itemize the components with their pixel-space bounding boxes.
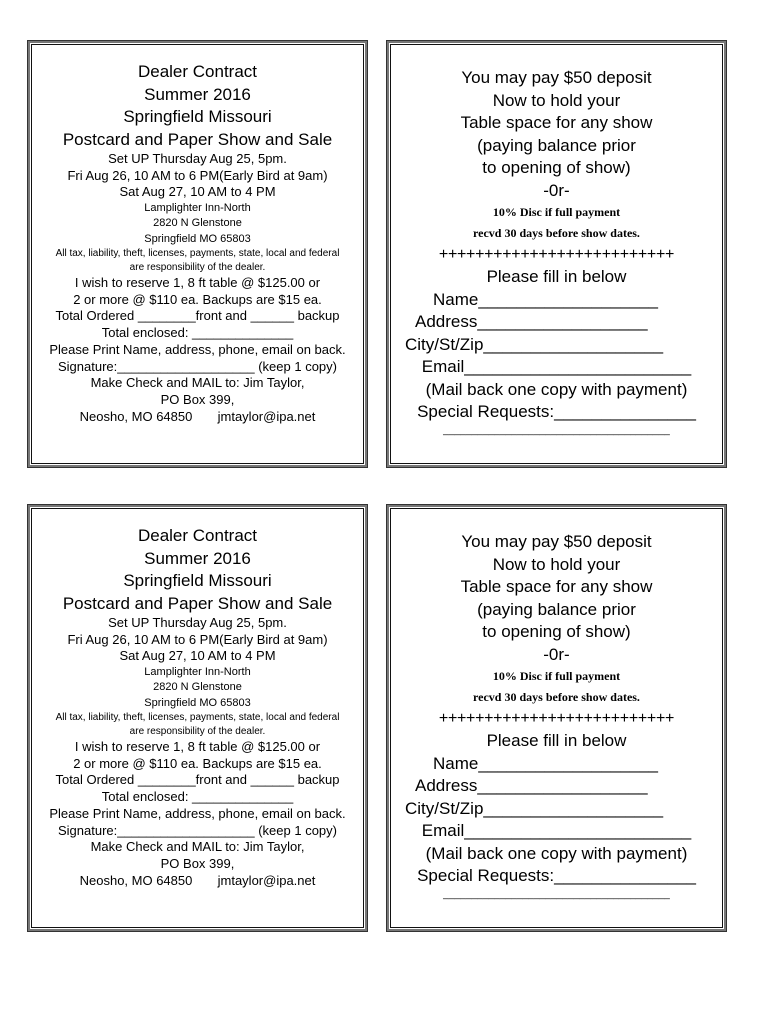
contract-tax-notice: All tax, liability, theft, licenses, payments, state, local and federal (55, 248, 340, 259)
contract-venue: Lamplighter Inn-North (144, 202, 251, 215)
contract-city: Springfield Missouri (123, 571, 272, 590)
special-requests-extra-line: ________________________________________ (443, 888, 670, 900)
contract-tax-notice-cont: are responsibility of the dealer. (129, 262, 266, 273)
city-field: City/St/Zip___________________ (405, 798, 664, 818)
contract-pricing: 2 or more @ $110 ea. Backups are $15 ea. (73, 755, 322, 771)
contract-street: 2820 N Glenstone (153, 217, 242, 230)
contract-address-email: Neosho, MO 64850 jmtaylor@ipa.net (79, 408, 316, 424)
discount-terms-line: recvd 30 days before show dates. (473, 226, 640, 240)
plus-divider: ++++++++++++++++++++++++++ (438, 710, 675, 727)
contract-total-enclosed: Total enclosed: ______________ (101, 789, 294, 805)
order-form-card-top (390, 44, 723, 464)
address-field: Address__________________ (415, 776, 648, 795)
contract-city: Springfield Missouri (123, 107, 272, 126)
contract-signature: Signature:___________________ (keep 1 copy) (57, 358, 337, 374)
contract-signature: Signature:___________________ (keep 1 copy) (57, 822, 337, 838)
contract-season: Summer 2016 (144, 548, 251, 568)
fill-in-heading: Please fill in below (486, 267, 627, 286)
contract-mail-to: Make Check and MAIL to: Jim Taylor, (90, 839, 305, 855)
contract-tax-notice: All tax, liability, theft, licenses, payments, state, local and federal (55, 712, 340, 723)
balance-line: (paying balance prior (477, 599, 636, 619)
contract-venue: Lamplighter Inn-North (144, 666, 251, 679)
contract-setup: Set UP Thursday Aug 25, 5pm. (108, 615, 287, 630)
contract-season: Summer 2016 (144, 84, 251, 104)
dealer-contract-card-top (31, 44, 364, 464)
contract-city-zip: Springfield MO 65803 (144, 696, 251, 709)
opening-line: to opening of show) (482, 622, 631, 641)
contract-friday: Fri Aug 26, 10 AM to 6 PM(Early Bird at 9am) (67, 631, 328, 647)
contract-print-note: Please Print Name, address, phone, email on back. (49, 341, 346, 357)
contract-print-note: Please Print Name, address, phone, email on back. (49, 805, 346, 821)
contract-saturday: Sat Aug 27, 10 AM to 4 PM (119, 184, 276, 200)
email-field: Email________________________ (421, 821, 692, 840)
contract-reserve: I wish to reserve 1, 8 ft table @ $125.00 or (74, 739, 321, 754)
special-requests-extra-line: ________________________________________ (443, 424, 670, 436)
contract-tax-notice-cont: are responsibility of the dealer. (129, 726, 266, 737)
contract-reserve: I wish to reserve 1, 8 ft table @ $125.00 or (74, 275, 321, 290)
fill-in-heading: Please fill in below (486, 731, 627, 750)
discount-line: 10% Disc if full payment (492, 205, 621, 219)
contract-street: 2820 N Glenstone (153, 681, 242, 694)
name-field: Name___________________ (433, 753, 658, 773)
contract-pricing: 2 or more @ $110 ea. Backups are $15 ea. (73, 291, 322, 307)
address-field: Address__________________ (415, 312, 648, 331)
contract-show-name: Postcard and Paper Show and Sale (62, 593, 333, 613)
city-field: City/St/Zip___________________ (405, 334, 664, 354)
contract-title: Dealer Contract (137, 526, 258, 545)
hold-line: Now to hold your (492, 90, 621, 110)
mail-back-note: (Mail back one copy with payment) (425, 379, 688, 399)
contract-city-zip: Springfield MO 65803 (144, 232, 251, 245)
contract-friday: Fri Aug 26, 10 AM to 6 PM(Early Bird at 9am) (67, 167, 328, 183)
name-field: Name___________________ (433, 289, 658, 309)
deposit-line: You may pay $50 deposit (461, 532, 652, 551)
contract-setup: Set UP Thursday Aug 25, 5pm. (108, 151, 287, 166)
order-form-text (391, 67, 722, 437)
contract-show-name: Postcard and Paper Show and Sale (62, 129, 333, 149)
table-space-line: Table space for any show (460, 577, 653, 596)
or-line: -0r- (543, 180, 570, 200)
plus-divider: ++++++++++++++++++++++++++ (438, 246, 675, 263)
contract-text (32, 61, 363, 425)
special-requests-field: Special Requests:_______________ (417, 402, 696, 421)
contract-title: Dealer Contract (137, 62, 258, 81)
opening-line: to opening of show) (482, 158, 631, 177)
contract-address-email: Neosho, MO 64850 jmtaylor@ipa.net (79, 872, 316, 888)
contract-mail-to: Make Check and MAIL to: Jim Taylor, (90, 375, 305, 391)
contract-total-ordered: Total Ordered ________front and ______ backup (55, 772, 340, 788)
contract-po-box: PO Box 399, (160, 855, 235, 871)
balance-line: (paying balance prior (477, 135, 636, 155)
email-field: Email________________________ (421, 357, 692, 376)
order-form-card-bottom (390, 508, 723, 928)
hold-line: Now to hold your (492, 554, 621, 574)
order-form-text (391, 531, 722, 901)
mail-back-note: (Mail back one copy with payment) (425, 843, 688, 863)
dealer-contract-card-bottom (31, 508, 364, 928)
discount-line: 10% Disc if full payment (492, 669, 621, 683)
discount-terms-line: recvd 30 days before show dates. (473, 690, 640, 704)
or-line: -0r- (543, 644, 570, 664)
contract-total-ordered: Total Ordered ________front and ______ backup (55, 308, 340, 324)
contract-text (32, 525, 363, 889)
contract-saturday: Sat Aug 27, 10 AM to 4 PM (119, 648, 276, 664)
contract-po-box: PO Box 399, (160, 391, 235, 407)
deposit-line: You may pay $50 deposit (461, 68, 652, 87)
contract-total-enclosed: Total enclosed: ______________ (101, 325, 294, 341)
table-space-line: Table space for any show (460, 113, 653, 132)
special-requests-field: Special Requests:_______________ (417, 866, 696, 885)
